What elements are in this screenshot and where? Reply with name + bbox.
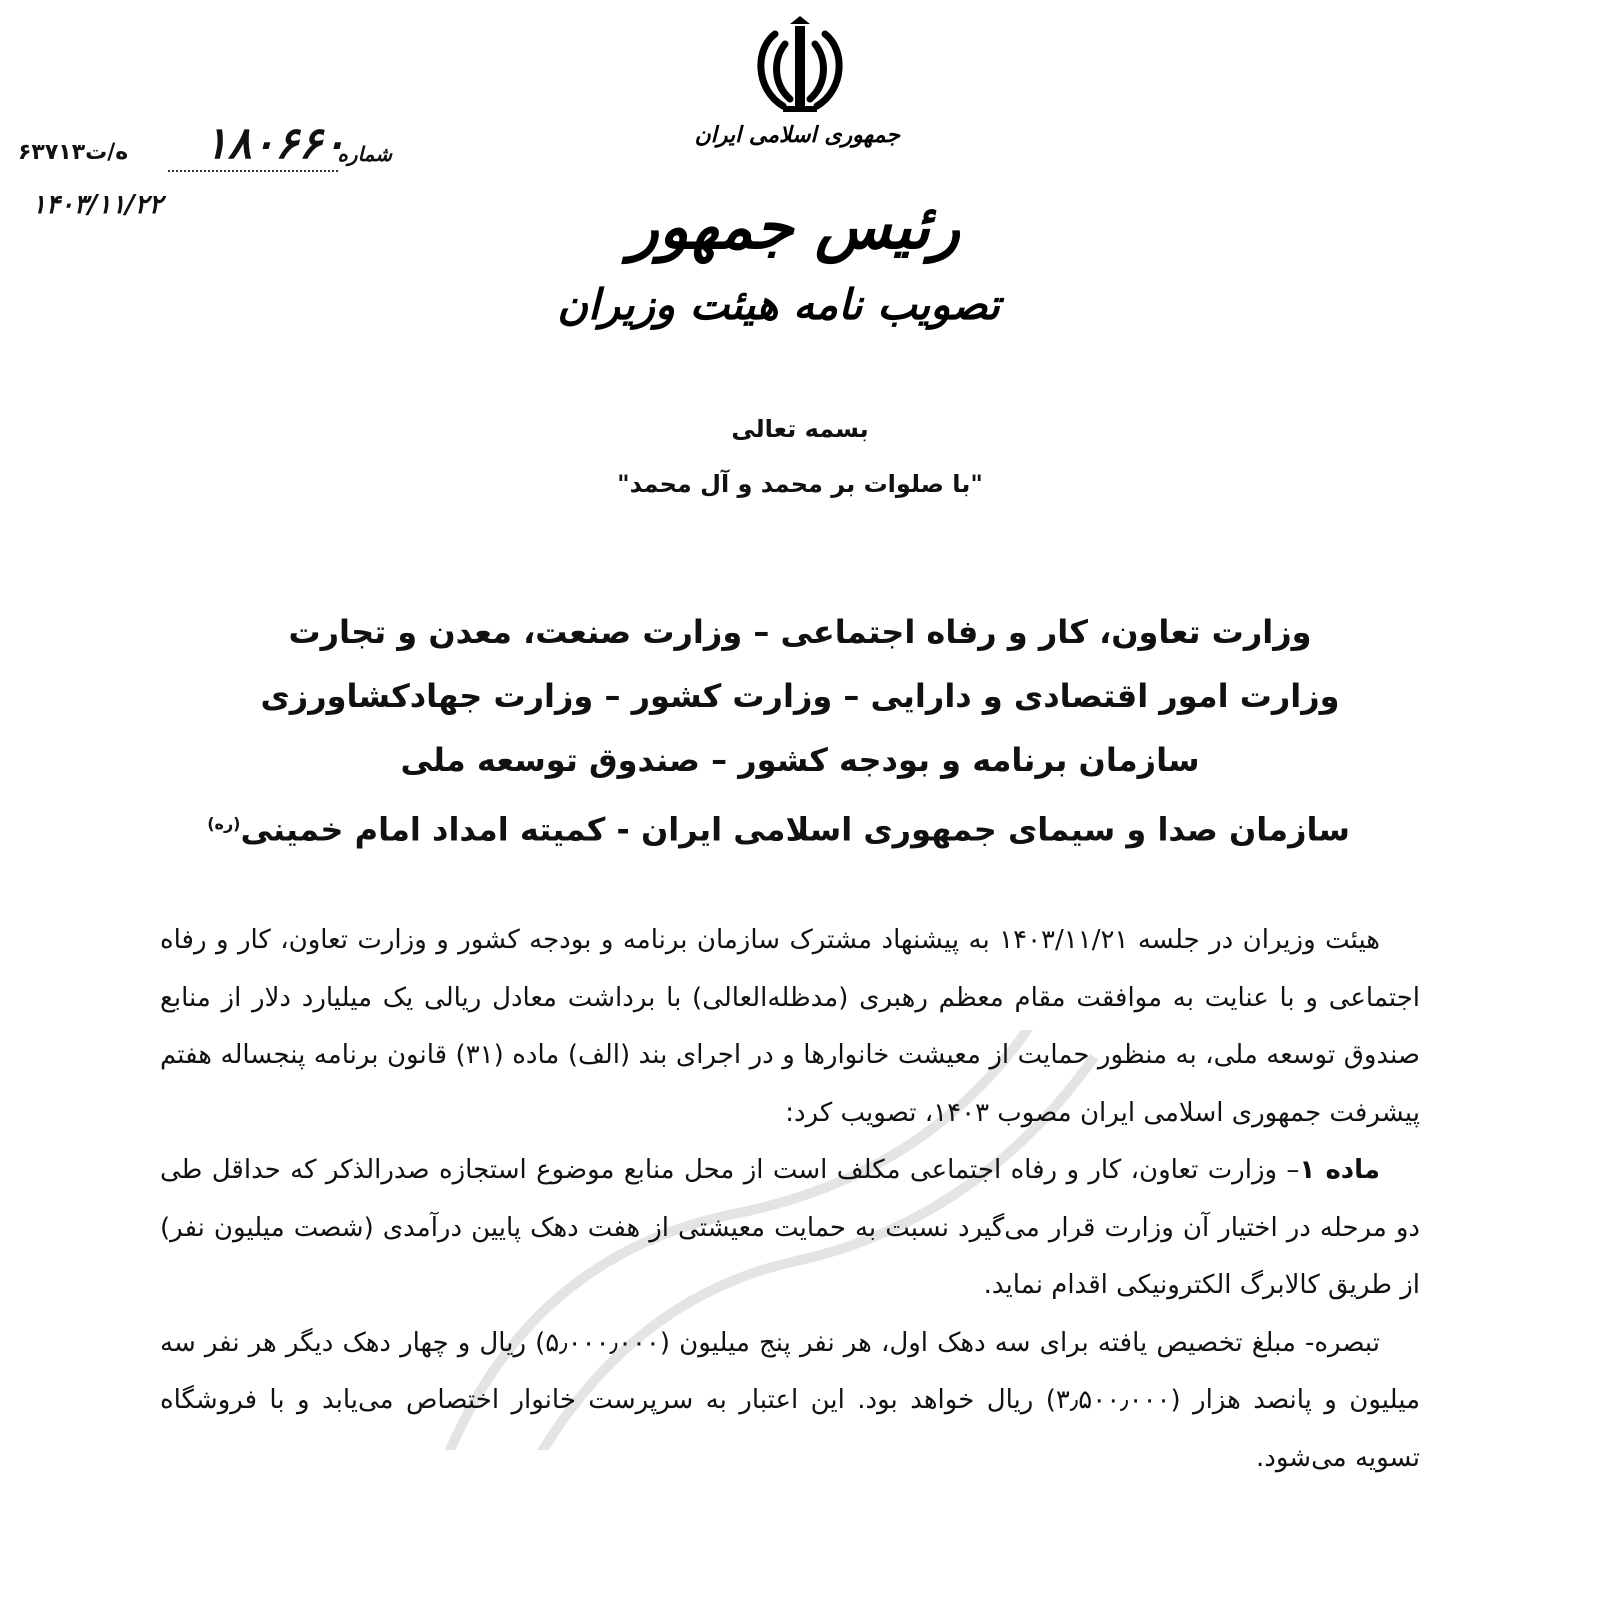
- article-1-label: ماده ۱: [1299, 1155, 1380, 1185]
- recipient-line: وزارت تعاون، کار و رفاه اجتماعی – وزارت صنعت، معدن و تجارت: [288, 613, 1312, 651]
- decree-body: [160, 912, 1420, 1487]
- recipient-line-with-sup: [207, 792, 1350, 856]
- cabinet-decree-title: تصویب نامه هیئت وزیران: [557, 280, 1000, 329]
- iran-emblem-logo: [745, 14, 855, 119]
- recipient-line: سازمان برنامه و بودجه کشور – صندوق توسعه ملی: [400, 741, 1200, 779]
- country-name: جمهوری اسلامی ایران: [694, 122, 900, 148]
- article-1-paragraph: [160, 1142, 1420, 1315]
- recipient-superscript: (ره): [207, 814, 241, 833]
- reference-block: [18, 118, 398, 238]
- president-title: رئیس جمهور: [628, 190, 960, 263]
- article-1-text: – وزارت تعاون، کار و رفاه اجتماعی مکلف است از محل منابع موضوع استجازه صدرالذکر که حداقل طی دو مرحله در اختیار آن وزارت قرار می‌گیرد نسبت به حمایت معیشتی از هفت دهک پایین درآمدی (شصت میلیون نفر) از طریق کالابرگ الکترونیکی اقدام نماید.: [160, 1155, 1420, 1300]
- reference-code: ۶۳۷۱۳ه/ت: [18, 140, 129, 165]
- dotted-line: [168, 170, 338, 172]
- recipient-line: وزارت امور اقتصادی و دارایی – وزارت کشور – وزارت جهادکشاورزی: [260, 677, 1340, 715]
- recipient-text: سازمان صدا و سیمای جمهوری اسلامی ایران - کمیته امداد امام خمینی: [240, 810, 1350, 849]
- intro-paragraph: هیئت وزیران در جلسه ۱۴۰۳/۱۱/۲۱ به پیشنهاد مشترک سازمان برنامه و بودجه کشور و وزارت تعاون، کار و رفاه اجتماعی و با عنایت به موافقت مقام معظم رهبری (مدظله‌العالی) با برداشت معادل ریالی یک میلیارد دلار از منابع صندوق توسعه ملی، به منظور حمایت از معیشت خانوارها و در اجرای بند (الف) ماده (۳۱) قانون برنامه پنجساله هفتم پیشرفت جمهوری اسلامی ایران مصوب ۱۴۰۳، تصویب کرد:: [160, 925, 1420, 1128]
- note-paragraph: تبصره- مبلغ تخصیص یافته برای سه دهک اول، هر نفر پنج میلیون (۵٫۰۰۰٫۰۰۰) ریال و چهار دهک دیگر هر نفر سه میلیون و پانصد هزار (۳٫۵۰۰٫۰۰۰) ریال خواهد بود. این اعتبار به سرپرست خانوار اختصاص می‌یابد و با فروشگاه تسویه می‌شود.: [160, 1327, 1420, 1473]
- salawat-line: "با صلوات بر محمد و آل محمد": [617, 470, 983, 498]
- reference-date: ۱۴۰۳/۱۱/۲۲: [32, 190, 163, 220]
- bismillah-line: بسمه تعالی: [731, 415, 869, 443]
- recipients-list: [207, 600, 1350, 856]
- reference-number: ۱۸۰۶۶۰: [204, 118, 346, 169]
- reference-label: شماره: [337, 142, 392, 166]
